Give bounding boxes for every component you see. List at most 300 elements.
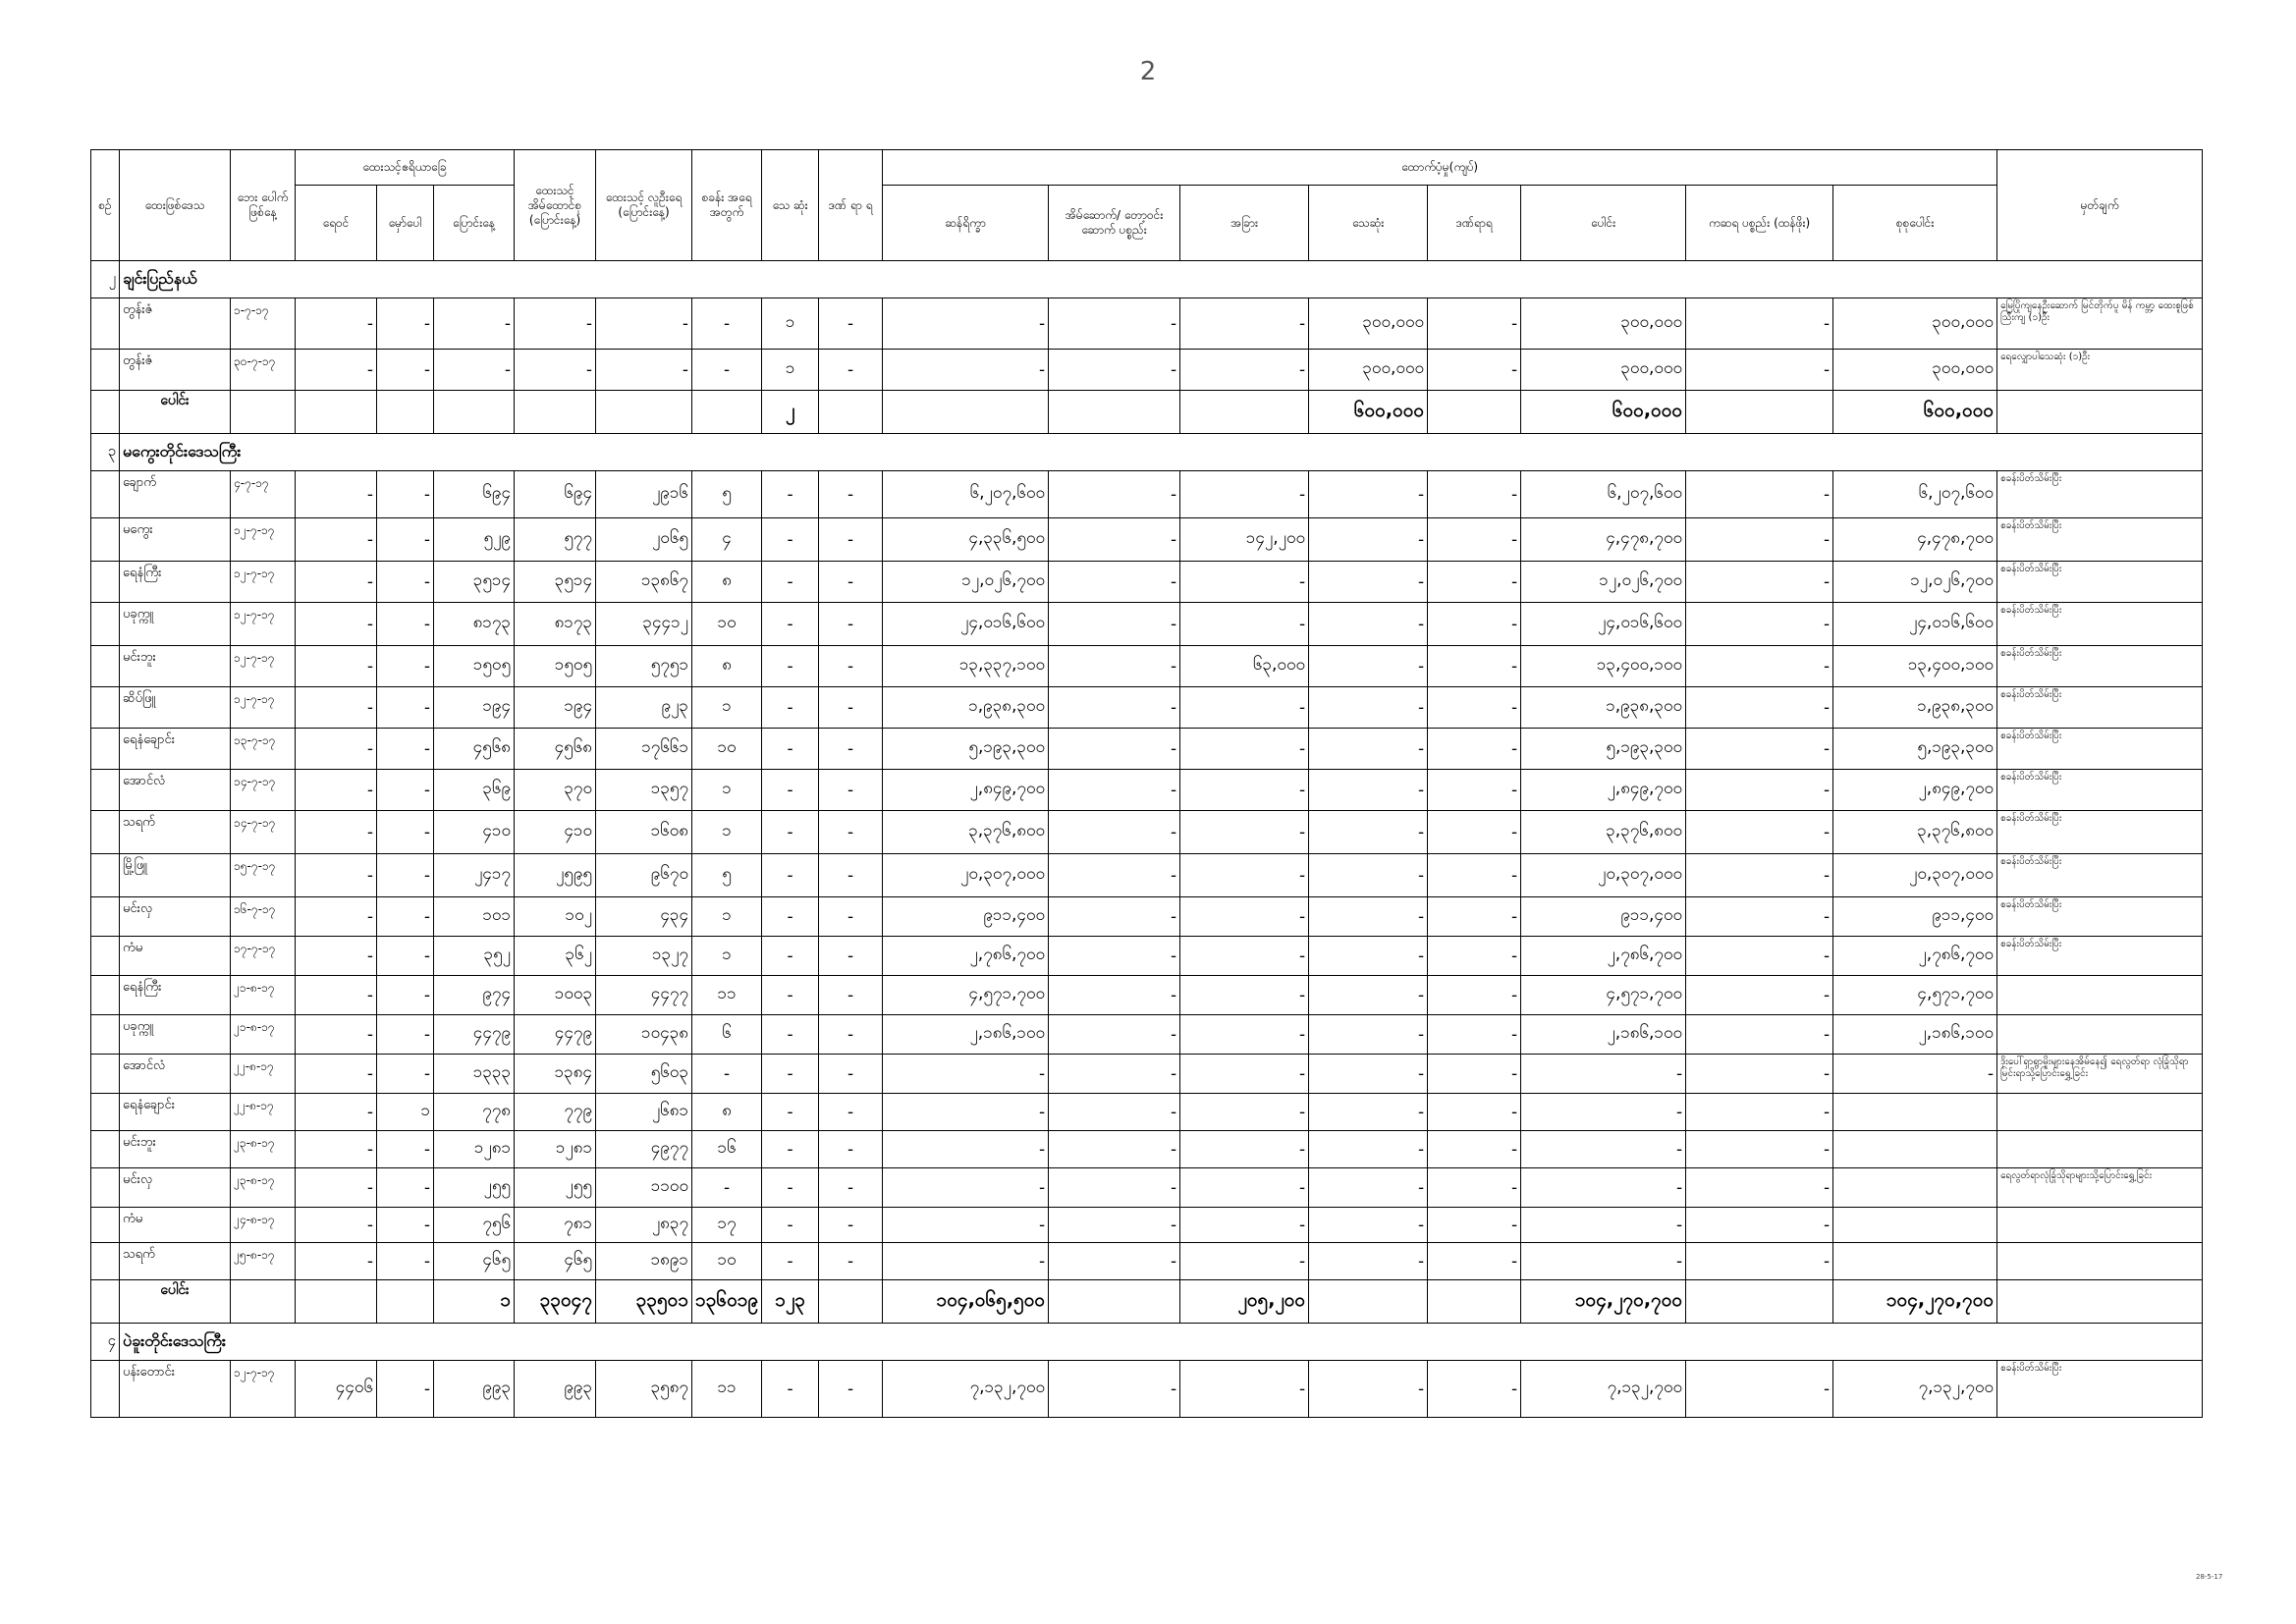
inj-cell: - (819, 350, 883, 391)
sum-cell: ၆,၂၀၇,၆၀၀ (1521, 471, 1686, 518)
date-cell: ၂၁-၈-၁၇ (231, 1015, 296, 1055)
header-loss-col: ပေါင်း (1521, 186, 1686, 261)
date-cell: ၁၄-၇-၁၇ (231, 811, 296, 854)
hh-cell: ၃၆၂ (515, 937, 596, 976)
section-number: ၃ (91, 434, 120, 471)
other-cell: - (1180, 1361, 1309, 1418)
section-number: ၄ (91, 1324, 120, 1361)
inj-aid-cell: - (1428, 1015, 1521, 1055)
r-cell: - (296, 603, 377, 646)
pop-cell: ၂၀၆၅ (596, 518, 692, 562)
date-cell: ၁၄-၇-၁၇ (231, 770, 296, 811)
pop-cell: ၁၁၀၀ (596, 1168, 692, 1208)
date-cell: ၂၁-၈-၁၇ (231, 976, 296, 1015)
house-cell: - (1049, 854, 1180, 897)
table-body (91, 261, 2203, 1418)
total-hh-cell: ၃၃၀၄၇ (515, 1280, 596, 1324)
rice-cell: ၆,၂၀၇,၆၀၀ (883, 471, 1049, 518)
township-cell: ကံမ (120, 1208, 231, 1243)
r-cell: - (296, 350, 377, 391)
total-death-aid-cell: ၆၀၀,၀၀၀ (1309, 391, 1428, 434)
total-cell (1833, 1243, 1997, 1280)
p-cell: ၁၃၃၃ (434, 1055, 515, 1094)
r-cell: - (296, 1208, 377, 1243)
date-cell: ၂၃-၈-၁၇ (231, 1131, 296, 1168)
camp-cell: ၁၆ (692, 1131, 762, 1168)
total-rice-cell (883, 391, 1049, 434)
township-cell: သရက် (120, 811, 231, 854)
death-aid-cell: - (1309, 729, 1428, 770)
total-label: ပေါင်း (120, 1280, 231, 1324)
camp-cell: ၁၁ (692, 1361, 762, 1418)
total-cell: - (1833, 1055, 1997, 1094)
total-cell: ၃၀၀,၀၀၀ (1833, 350, 1997, 391)
hh-cell: ၄၄၇၉ (515, 1015, 596, 1055)
row-no-cell (91, 937, 120, 976)
goods-cell: - (1686, 976, 1833, 1015)
rice-cell: ၁၃,၃၃၇,၁၀၀ (883, 646, 1049, 687)
dead-cell: - (762, 518, 819, 562)
house-cell: - (1049, 1055, 1180, 1094)
pop-cell: ၄၃၄ (596, 897, 692, 937)
inj-aid-cell: - (1428, 646, 1521, 687)
total-goods-cell (1686, 1280, 1833, 1324)
remark-cell: စခန်းပိတ်သိမ်းပြီး (1997, 518, 2203, 562)
township-cell: မင်းဘူး (120, 1131, 231, 1168)
house-cell: - (1049, 1168, 1180, 1208)
sum-cell: ၉၁၁,၄၀၀ (1521, 897, 1686, 937)
table-row (91, 1055, 2203, 1094)
header-date: ဘေး ပေါက် ဖြစ်နေ့ (231, 150, 296, 261)
m-cell: - (377, 518, 434, 562)
hh-cell: ၆၉၄ (515, 471, 596, 518)
goods-cell: - (1686, 646, 1833, 687)
death-aid-cell: ၃၀၀,၀၀၀ (1309, 298, 1428, 350)
death-aid-cell: - (1309, 471, 1428, 518)
pop-cell: ၅၆၀၃ (596, 1055, 692, 1094)
header-loss-group: ထောက်ပံ့မှု(ကျပ်) (883, 150, 1997, 186)
m-cell: - (377, 770, 434, 811)
inj-cell: - (819, 1208, 883, 1243)
inj-cell: - (819, 646, 883, 687)
section-total-row (91, 1280, 2203, 1324)
camp-cell: ၁ (692, 687, 762, 729)
sum-cell: ၁၃,၄၀၀,၁၀၀ (1521, 646, 1686, 687)
death-aid-cell: - (1309, 1361, 1428, 1418)
goods-cell: - (1686, 603, 1833, 646)
township-cell: တွန်းဇံ (120, 350, 231, 391)
r-cell: - (296, 770, 377, 811)
remark-cell (1997, 1243, 2203, 1280)
dead-cell: - (762, 1208, 819, 1243)
m-cell: - (377, 646, 434, 687)
table-row (91, 729, 2203, 770)
total-p-cell (434, 391, 515, 434)
sum-cell: ၅,၁၉၃,၃၀၀ (1521, 729, 1686, 770)
r-cell: ၄၄၀၆ (296, 1361, 377, 1418)
row-no-cell (91, 1168, 120, 1208)
camp-cell: ၄ (692, 518, 762, 562)
inj-cell: - (819, 518, 883, 562)
camp-cell: ၁၀ (692, 603, 762, 646)
total-total-cell: ၁၀၄,၂၇၀,၇၀၀ (1833, 1280, 1997, 1324)
other-cell: - (1180, 1243, 1309, 1280)
township-cell: ရေနံကြီး (120, 562, 231, 603)
remark-cell: ရေလွတ်ရာလုံခြုံသိုရာများသို့ပြောင်းရွှေ့ခြင်း (1997, 1168, 2203, 1208)
hh-cell: ၃၅၁၄ (515, 562, 596, 603)
table-row (91, 770, 2203, 811)
house-cell: - (1049, 518, 1180, 562)
table-row (91, 1243, 2203, 1280)
other-cell: - (1180, 687, 1309, 729)
sum-cell: - (1521, 1243, 1686, 1280)
goods-cell: - (1686, 1015, 1833, 1055)
goods-cell: - (1686, 1131, 1833, 1168)
m-cell: - (377, 350, 434, 391)
inj-aid-cell: - (1428, 1361, 1521, 1418)
township-cell: မြို့ဖြူ (120, 854, 231, 897)
inj-cell: - (819, 562, 883, 603)
other-cell: - (1180, 854, 1309, 897)
section-header-row (91, 261, 2203, 298)
death-aid-cell: - (1309, 1208, 1428, 1243)
camp-cell: ၁ (692, 937, 762, 976)
death-aid-cell: - (1309, 1055, 1428, 1094)
goods-cell: - (1686, 770, 1833, 811)
house-cell: - (1049, 897, 1180, 937)
date-cell (231, 391, 296, 434)
camp-cell: ၁၀ (692, 729, 762, 770)
header-loss-col: ဒဏ်ရာရ (1428, 186, 1521, 261)
house-cell: - (1049, 729, 1180, 770)
total-other-cell: ၂၀၅,၂၀၀ (1180, 1280, 1309, 1324)
header-township: ထေးဖြစ်ဒေသ (120, 150, 231, 261)
inj-cell: - (819, 298, 883, 350)
pop-cell: - (596, 350, 692, 391)
table-row (91, 646, 2203, 687)
row-no-cell (91, 1243, 120, 1280)
p-cell: ၄၁၀ (434, 811, 515, 854)
r-cell: - (296, 729, 377, 770)
goods-cell: - (1686, 518, 1833, 562)
other-cell: - (1180, 298, 1309, 350)
sum-cell: ၃၀၀,၀၀၀ (1521, 298, 1686, 350)
pop-cell: ၁၃၈၆၇ (596, 562, 692, 603)
row-no-cell (91, 646, 120, 687)
p-cell: ၇၇၈ (434, 1094, 515, 1131)
death-aid-cell: - (1309, 811, 1428, 854)
pop-cell: ၁၇၆၆၁ (596, 729, 692, 770)
row-no-cell (91, 1055, 120, 1094)
row-no-cell (91, 897, 120, 937)
date-cell: ၃၀-၇-၁၇ (231, 350, 296, 391)
house-cell: - (1049, 471, 1180, 518)
hh-cell: ၂၅၉၅ (515, 854, 596, 897)
dead-cell: ၁ (762, 350, 819, 391)
goods-cell: - (1686, 350, 1833, 391)
camp-cell: - (692, 298, 762, 350)
other-cell: - (1180, 1055, 1309, 1094)
death-aid-cell: - (1309, 854, 1428, 897)
hh-cell: ၄၆၅ (515, 1243, 596, 1280)
goods-cell: - (1686, 1243, 1833, 1280)
dead-cell: - (762, 1243, 819, 1280)
total-cell: ၂,၇၈၆,၇၀၀ (1833, 937, 1997, 976)
p-cell: ၈၁၇၃ (434, 603, 515, 646)
date-cell: ၁၇-၇-၁၇ (231, 937, 296, 976)
death-aid-cell: - (1309, 1015, 1428, 1055)
inj-aid-cell: - (1428, 1094, 1521, 1131)
pop-cell: ၂၉၁၆ (596, 471, 692, 518)
total-death-aid-cell (1309, 1280, 1428, 1324)
inj-cell: - (819, 1168, 883, 1208)
inj-aid-cell: - (1428, 854, 1521, 897)
header-loss-col: စုစုပေါင်း (1833, 186, 1997, 261)
other-cell: - (1180, 1168, 1309, 1208)
total-cell (1833, 1208, 1997, 1243)
r-cell: - (296, 687, 377, 729)
house-cell: - (1049, 1015, 1180, 1055)
township-cell: ပခုက္ကူ (120, 1015, 231, 1055)
total-cell: ၇,၁၃၂,၇၀၀ (1833, 1361, 1997, 1418)
total-cell: ၂၀,၃၀၇,၀၀၀ (1833, 854, 1997, 897)
house-cell: - (1049, 562, 1180, 603)
sum-cell: ၂၄,၀၁၆,၆၀၀ (1521, 603, 1686, 646)
sum-cell: ၂၀,၃၀၇,၀၀၀ (1521, 854, 1686, 897)
other-cell: - (1180, 811, 1309, 854)
inj-cell: - (819, 603, 883, 646)
rice-cell: ၁,၉၃၈,၃၀၀ (883, 687, 1049, 729)
p-cell: ၃၅၂ (434, 937, 515, 976)
township-cell: မင်းလှ (120, 1168, 231, 1208)
pop-cell: ၉၆၇၀ (596, 854, 692, 897)
remark-cell: စခန်းပိတ်သိမ်းပြီး (1997, 471, 2203, 518)
p-cell: ၅၂၉ (434, 518, 515, 562)
sum-cell: ၄,၅၇၁,၇၀၀ (1521, 976, 1686, 1015)
header-loss-col: အခြား (1180, 186, 1309, 261)
dead-cell: - (762, 976, 819, 1015)
header-injured: ဒဏ် ရာ ရ (819, 150, 883, 261)
pop-cell: - (596, 298, 692, 350)
remark-cell: စခန်းပိတ်သိမ်းပြီး (1997, 770, 2203, 811)
pop-cell: ၂၆၈၁ (596, 1094, 692, 1131)
m-cell: - (377, 729, 434, 770)
township-cell: ရေနံကြီး (120, 976, 231, 1015)
sum-cell: ၁၂,၀၂၆,၇၀၀ (1521, 562, 1686, 603)
total-m-cell (377, 391, 434, 434)
table-row (91, 1131, 2203, 1168)
rice-cell: - (883, 1131, 1049, 1168)
township-cell: မင်းဘူး (120, 646, 231, 687)
death-aid-cell: - (1309, 937, 1428, 976)
dead-cell: - (762, 562, 819, 603)
row-no-cell (91, 603, 120, 646)
table-row (91, 298, 2203, 350)
house-cell: - (1049, 646, 1180, 687)
header-area-group: ထေးသင့်ဧရိယာခြေ (296, 150, 515, 186)
m-cell: - (377, 1168, 434, 1208)
total-cell: ၁၂,၀၂၆,၇၀၀ (1833, 562, 1997, 603)
inj-aid-cell: - (1428, 1055, 1521, 1094)
house-cell: - (1049, 937, 1180, 976)
inj-cell: - (819, 1361, 883, 1418)
other-cell: - (1180, 562, 1309, 603)
house-cell: - (1049, 1243, 1180, 1280)
table-row (91, 350, 2203, 391)
house-cell: - (1049, 687, 1180, 729)
r-cell: - (296, 1094, 377, 1131)
inj-cell: - (819, 811, 883, 854)
other-cell: ၁၄၂,၂၀၀ (1180, 518, 1309, 562)
hh-cell: ၁၃၈၄ (515, 1055, 596, 1094)
inj-cell: - (819, 1094, 883, 1131)
camp-cell: - (692, 350, 762, 391)
death-aid-cell: - (1309, 770, 1428, 811)
rice-cell: ၃,၃၇၆,၈၀၀ (883, 811, 1049, 854)
inj-aid-cell: - (1428, 729, 1521, 770)
date-cell: ၂၂-၈-၁၇ (231, 1094, 296, 1131)
other-cell: - (1180, 729, 1309, 770)
total-house-cell (1049, 1280, 1180, 1324)
total-cell (1833, 1168, 1997, 1208)
goods-cell: - (1686, 811, 1833, 854)
total-inj-aid-cell (1428, 1280, 1521, 1324)
township-cell: အောင်လံ (120, 1055, 231, 1094)
row-no-cell (91, 1015, 120, 1055)
total-r-cell (296, 1280, 377, 1324)
r-cell: - (296, 1243, 377, 1280)
m-cell: - (377, 687, 434, 729)
death-aid-cell: - (1309, 518, 1428, 562)
house-cell: - (1049, 603, 1180, 646)
rice-cell: ၂,၁၈၆,၁၀၀ (883, 1015, 1049, 1055)
header-deaths: သေ ဆုံး (762, 150, 819, 261)
camp-cell: ၈ (692, 646, 762, 687)
section-header-row (91, 434, 2203, 471)
header-loss-col: ကဆရ ပစ္စည်း (ထန်ဖိုး) (1686, 186, 1833, 261)
hh-cell: ၉၉၃ (515, 1361, 596, 1418)
r-cell: - (296, 1015, 377, 1055)
total-cell: ၂,၁၈၆,၁၀၀ (1833, 1015, 1997, 1055)
total-m-cell (377, 1280, 434, 1324)
sum-cell: ၂,၇၈၆,၇၀၀ (1521, 937, 1686, 976)
death-aid-cell: - (1309, 976, 1428, 1015)
remark-cell: စခန်းပိတ်သိမ်းပြီး (1997, 687, 2203, 729)
m-cell: - (377, 937, 434, 976)
m-cell: ၁ (377, 1094, 434, 1131)
header-area-sub: ရေဝင် (296, 186, 377, 261)
rice-cell: ၅,၁၉၃,၃၀၀ (883, 729, 1049, 770)
remark-cell (1997, 1094, 2203, 1131)
hh-cell: ၄၁၀ (515, 811, 596, 854)
death-aid-cell: - (1309, 1094, 1428, 1131)
sum-cell: ၃,၃၇၆,၈၀၀ (1521, 811, 1686, 854)
total-cell: ၂,၈၄၉,၇၀၀ (1833, 770, 1997, 811)
sum-cell: ၃၀၀,၀၀၀ (1521, 350, 1686, 391)
page-number: 2 (1139, 57, 1157, 86)
pop-cell: ၄၄၇၇ (596, 976, 692, 1015)
m-cell: - (377, 1361, 434, 1418)
date-cell: ၂၃-၈-၁၇ (231, 1168, 296, 1208)
total-sum-cell: ၆၀၀,၀၀၀ (1521, 391, 1686, 434)
goods-cell: - (1686, 1361, 1833, 1418)
goods-cell: - (1686, 298, 1833, 350)
pop-cell: ၄၉၇၇ (596, 1131, 692, 1168)
total-r-cell (296, 391, 377, 434)
rice-cell: - (883, 1243, 1049, 1280)
rice-cell: ၂၄,၀၁၆,၆၀၀ (883, 603, 1049, 646)
m-cell: - (377, 562, 434, 603)
house-cell: - (1049, 1208, 1180, 1243)
total-camp-cell: ၁၃၆၀၁၉ (692, 1280, 762, 1324)
section-title: ပဲခူးတိုင်းဒေသကြီး (120, 1324, 2203, 1361)
p-cell: ၄၅၆၈ (434, 729, 515, 770)
table-header (91, 150, 2203, 261)
remark-cell (1997, 1131, 2203, 1168)
p-cell: - (434, 350, 515, 391)
death-aid-cell: - (1309, 646, 1428, 687)
table-row (91, 1015, 2203, 1055)
death-aid-cell: - (1309, 687, 1428, 729)
r-cell: - (296, 1168, 377, 1208)
total-cell: ၄,၅၇၁,၇၀၀ (1833, 976, 1997, 1015)
section-title: ချင်းပြည်နယ် (120, 261, 2203, 298)
inj-cell: - (819, 687, 883, 729)
remark-cell (1997, 1280, 2203, 1324)
inj-aid-cell: - (1428, 471, 1521, 518)
pop-cell: ၁၃၂၇ (596, 937, 692, 976)
m-cell: - (377, 1055, 434, 1094)
header-area-sub: မှော်ပေါ (377, 186, 434, 261)
dead-cell: - (762, 646, 819, 687)
row-no-cell (91, 1094, 120, 1131)
remark-cell: စခန်းပိတ်သိမ်းပြီး (1997, 603, 2203, 646)
camp-cell: ၁၇ (692, 1208, 762, 1243)
date-cell: ၁၂-၇-၁၇ (231, 518, 296, 562)
camp-cell: ၅ (692, 471, 762, 518)
header-loss-col: ဆန်ရိက္ခာ (883, 186, 1049, 261)
hh-cell: ၁၉၄ (515, 687, 596, 729)
p-cell: - (434, 298, 515, 350)
table-row (91, 937, 2203, 976)
remark-cell: စခန်းပိတ်သိမ်းပြီး (1997, 854, 2203, 897)
m-cell: - (377, 897, 434, 937)
other-cell: - (1180, 770, 1309, 811)
dead-cell: - (762, 937, 819, 976)
p-cell: ၁၀၁ (434, 897, 515, 937)
inj-aid-cell: - (1428, 687, 1521, 729)
sum-cell: ၇,၁၃၂,၇၀၀ (1521, 1361, 1686, 1418)
header-loss-col: သေဆုံး (1309, 186, 1428, 261)
row-no-cell (91, 518, 120, 562)
r-cell: - (296, 1055, 377, 1094)
death-aid-cell: - (1309, 603, 1428, 646)
remark-cell: စခန်းပိတ်သိမ်းပြီး (1997, 646, 2203, 687)
township-cell: တွန်းဇံ (120, 298, 231, 350)
hh-cell: ၂၅၅ (515, 1168, 596, 1208)
p-cell: ၂၄၁၇ (434, 854, 515, 897)
rice-cell: - (883, 1055, 1049, 1094)
pop-cell: ၁၃၅၇ (596, 770, 692, 811)
remark-cell: ရေလျှောပါသေဆုံး (၁)ဦး (1997, 350, 2203, 391)
total-inj-aid-cell (1428, 391, 1521, 434)
inj-aid-cell: - (1428, 811, 1521, 854)
hh-cell: - (515, 350, 596, 391)
camp-cell: ၈ (692, 562, 762, 603)
table-row (91, 471, 2203, 518)
total-goods-cell (1686, 391, 1833, 434)
total-pop-cell: ၃၃၅၀၁ (596, 1280, 692, 1324)
